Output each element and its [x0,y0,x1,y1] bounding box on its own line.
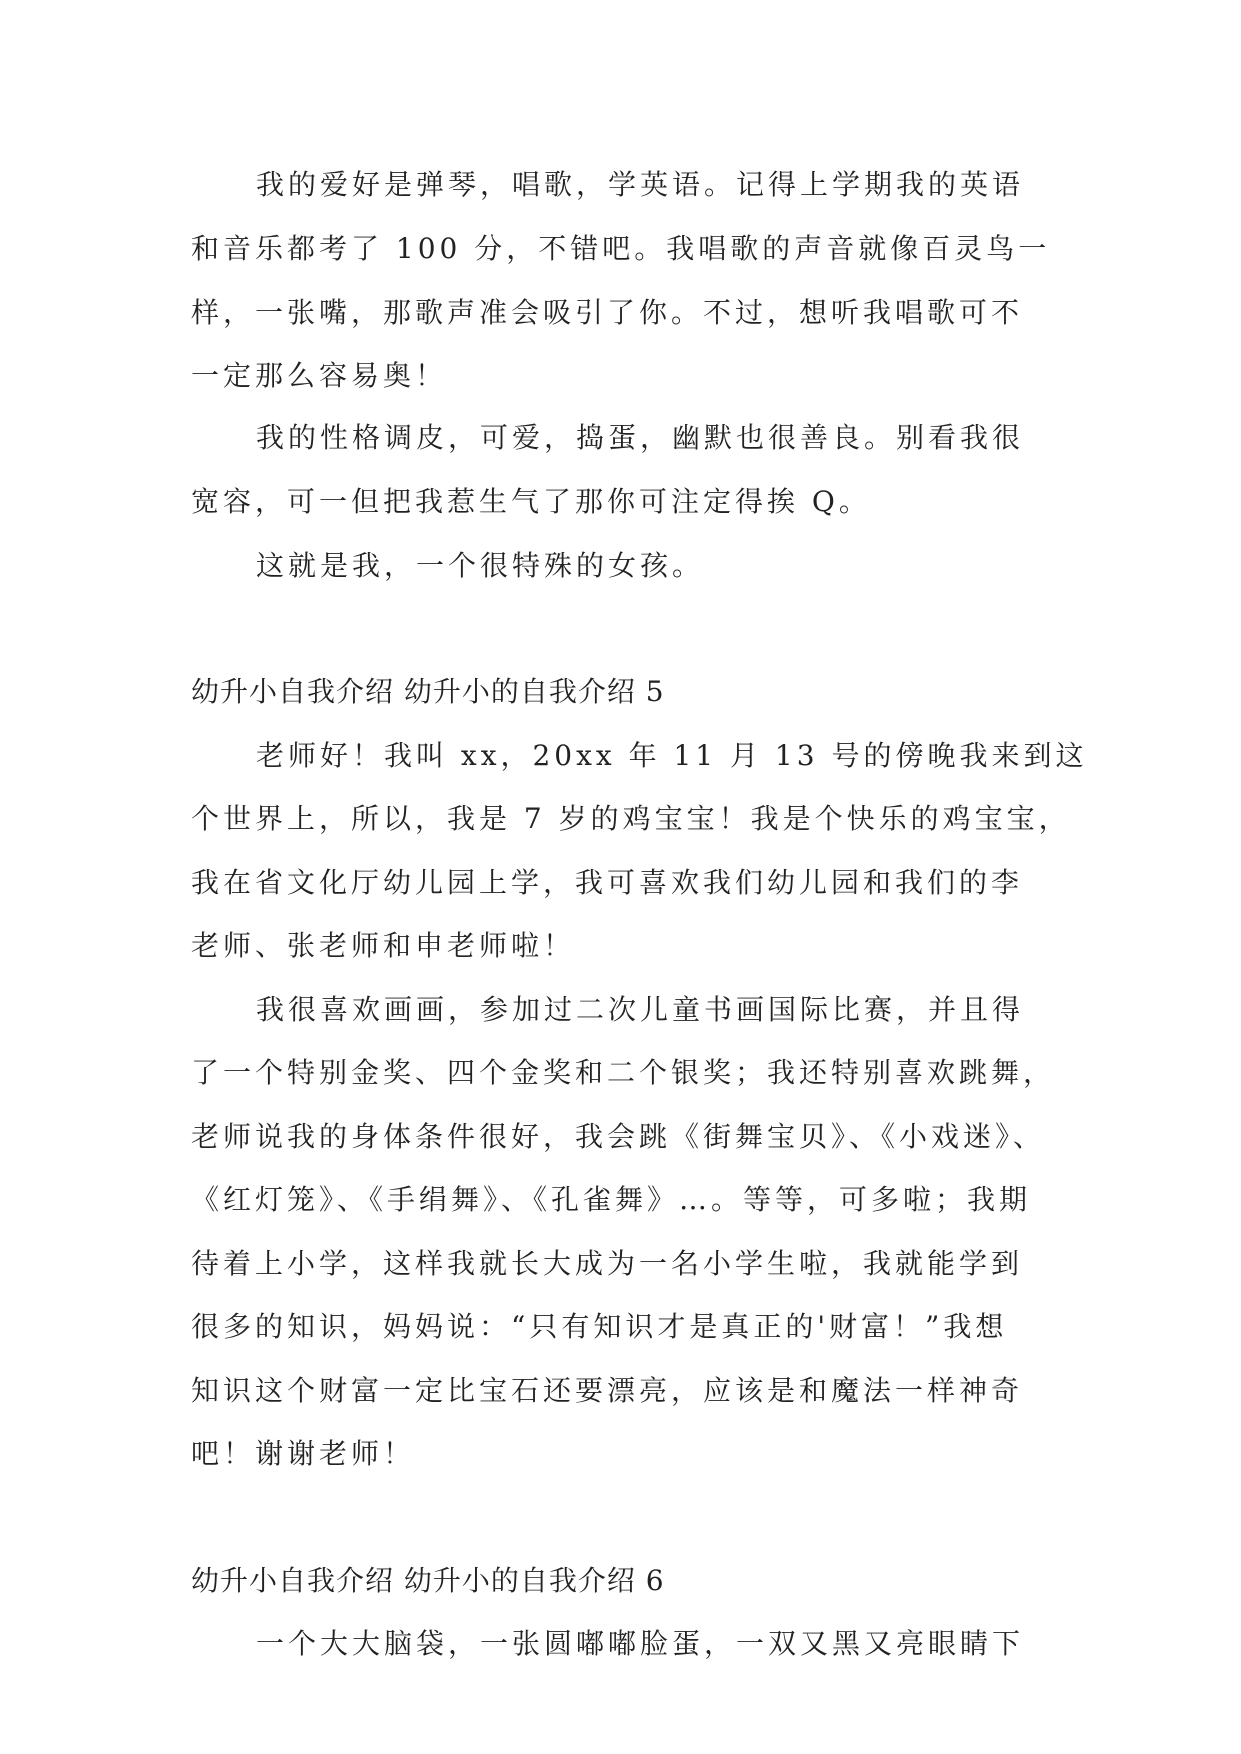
text-line: 我在省文化厅幼儿园上学，我可喜欢我们幼儿园和我们的李 [191,866,1024,899]
text-line: 吧！谢谢老师！ [191,1437,416,1470]
text-line: 样，一张嘴，那歌声准会吸引了你。不过，想听我唱歌可不 [191,296,1024,329]
text-line: 很多的知识，妈妈说：“只有知识才是真正的'财富！”我想 [191,1310,1008,1343]
text-line: 这就是我，一个很特殊的女孩。 [256,549,705,582]
text-line: 一定那么容易奥！ [191,359,448,392]
text-line: 老师好！我叫 xx，20xx 年 11 月 13 号的傍晚我来到这 [256,739,1088,772]
section-heading-5: 幼升小自我介绍 幼升小的自我介绍 5 [191,675,665,708]
text-line: 了一个特别金奖、四个金奖和二个银奖；我还特别喜欢跳舞， [191,1056,1056,1089]
text-line: 宽容，可一但把我惹生气了那你可注定得挨 Q。 [191,485,871,518]
text-line: 我的性格调皮，可爱，捣蛋，幽默也很善良。别看我很 [256,421,1025,454]
text-line: 知识这个财富一定比宝石还要漂亮，应该是和魔法一样神奇 [191,1374,1024,1407]
text-line: 《红灯笼》、《手绢舞》、《孔雀舞》…。等等，可多啦；我期 [191,1183,1032,1216]
text-line: 一个大大脑袋，一张圆嘟嘟脸蛋，一双又黑又亮眼睛下 [256,1627,1025,1660]
text-line: 老师、张老师和申老师啦！ [191,929,576,962]
text-line: 待着上小学，这样我就长大成为一名小学生啦，我就能学到 [191,1247,1024,1280]
section-heading-6: 幼升小自我介绍 幼升小的自我介绍 6 [191,1564,665,1597]
text-line: 个世界上，所以，我是 7 岁的鸡宝宝！我是个快乐的鸡宝宝， [191,802,1071,835]
text-line: 我的爱好是弹琴，唱歌，学英语。记得上学期我的英语 [256,168,1025,201]
text-line: 老师说我的身体条件很好，我会跳《街舞宝贝》、《小戏迷》、 [191,1120,1046,1153]
text-line: 和音乐都考了 100 分，不错吧。我唱歌的声音就像百灵鸟一 [191,232,1051,265]
text-line: 我很喜欢画画，参加过二次儿童书画国际比赛，并且得 [256,993,1025,1026]
